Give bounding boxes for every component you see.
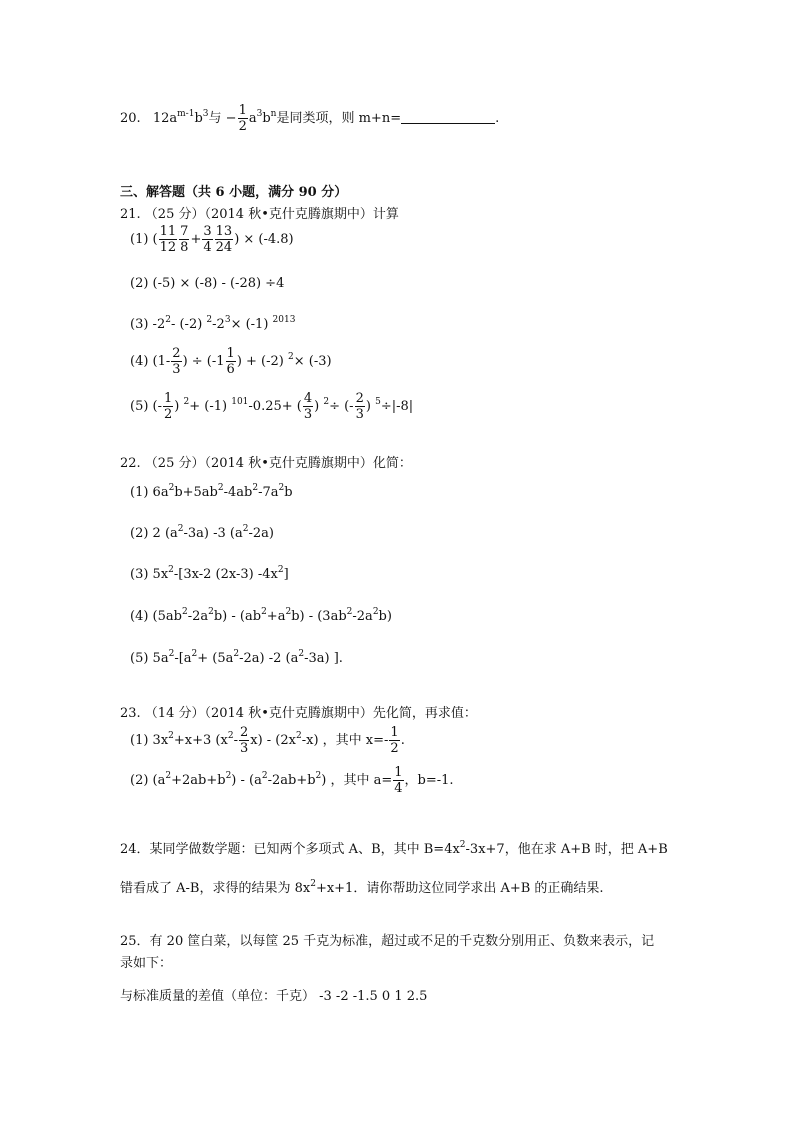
question-21-part-1: (1) ( $\frac{11}{12}$ $\frac{7}{8}$ + $\frac{3}{4}$ $\frac{13}{24}$ ) × (-4.8)	[130, 224, 294, 255]
question-21-part-3: (3) $-2^2-$ (-2) $^2-2^3\times (-1)$ $^{2013}$	[130, 315, 296, 332]
question-24-line-2: 错看成了 A-B，求得的结果为 $8x^2+x+1$．请你帮助这位同学求出 A+B 的正确结果.	[120, 879, 604, 896]
question-24-line-1: 24．某同学做数学题：已知两个多项式 A、B，其中 $B=4x^2-3x+7$，他在求 A+B 时，把 A+B	[120, 840, 668, 857]
fraction: $\frac{2}{3}$	[355, 391, 364, 422]
fraction: $\frac{2}{3}$	[172, 346, 181, 377]
question-number: 20.	[120, 111, 141, 126]
question-21-part-2: (2) (-5) × (-8) - (-28) ÷4	[130, 276, 285, 291]
question-23-heading: 23. （14 分）（2014 秋•克什克腾旗期中）先化简，再求值：	[120, 706, 477, 721]
question-22-part-2: (2) 2 $(a^2-3a)$ -3 $(a^2-2a)$	[130, 524, 274, 541]
fraction: $\frac{11}{12}$	[159, 224, 177, 255]
fraction: $\frac{1}{4}$	[394, 765, 403, 796]
question-22-part-3: (3) $5x^2-[3x-2$ (2x-3) $-4x^2$]	[130, 565, 289, 582]
fraction: $\frac{3}{4}$	[203, 224, 212, 255]
question-23-part-1: (1) $3x^2+x+3$ ($x^2-$ $\frac{2}{3}$ $x) - (2x^2-x)$ ，其中 x=- $\frac{1}{2}$ .	[130, 725, 405, 756]
question-25-line-1: 25．有 20 筐白菜，以每筐 25 千克为标准，超过或不足的千克数分别用正、负数来表示，记	[120, 934, 655, 949]
question-22-part-1: (1) $6a^2b+5ab^2-4ab^2-7a^2b$	[130, 483, 293, 500]
answer-blank[interactable]	[401, 110, 495, 124]
question-21-heading: 21. （25 分）（2014 秋•克什克腾旗期中）计算	[120, 207, 399, 222]
fraction: $\frac{1}{6}$	[226, 346, 235, 377]
fraction: $\frac{1}{2}$	[164, 391, 173, 422]
question-21-part-4: (4) (1- $\frac{2}{3}$ ) ÷ (-1 $\frac{1}{6}$ ) + (-2) $^2$× (-3)	[130, 346, 332, 377]
section-title: 三、解答题（共 6 小题，满分 90 分）	[120, 185, 348, 200]
question-22-part-5: (5) $5a^2-[a^2+ (5a^2-2a)$ -2 $(a^2-3a)$ ].	[130, 649, 343, 666]
question-25-line-2: 录如下：	[120, 956, 173, 971]
question-23-part-2: (2) $(a^2+2ab+b^2) - (a^2-2ab+b^2)$ ，其中 a= $\frac{1}{4}$ ，b=-1.	[130, 765, 454, 796]
question-22-part-4: (4) $(5ab^2-2a^2b) - (ab^2+a^2b) - (3ab^2-2a^2b)$	[130, 607, 392, 624]
question-20: 20. $12a^{m-1}b^3$与 − $\frac{1}{2}$ $a^3b^n$是同类项，则 m+n= .	[120, 103, 500, 134]
fraction: $\frac{2}{3}$	[239, 725, 249, 756]
fraction: $\frac{4}{3}$	[303, 391, 313, 422]
question-25-table-row: 与标准质量的差值（单位：千克） -3 -2 -1.5 0 1 2.5	[120, 989, 428, 1004]
fraction: $\frac{1}{2}$	[238, 103, 247, 134]
fraction: $\frac{13}{24}$	[215, 224, 233, 255]
question-22-heading: 22. （25 分）（2014 秋•克什克腾旗期中）化简：	[120, 456, 412, 471]
fraction: $\frac{7}{8}$	[180, 224, 189, 255]
fraction: $\frac{1}{2}$	[390, 725, 399, 756]
question-21-part-5: (5) (- $\frac{1}{2}$ ) $^2$+ (-1) $^{101}$-0.25+ ( $\frac{4}{3}$ ) $^2$÷ (- $\frac{2}{3}$ ) $^5$÷|-8|	[130, 391, 414, 422]
